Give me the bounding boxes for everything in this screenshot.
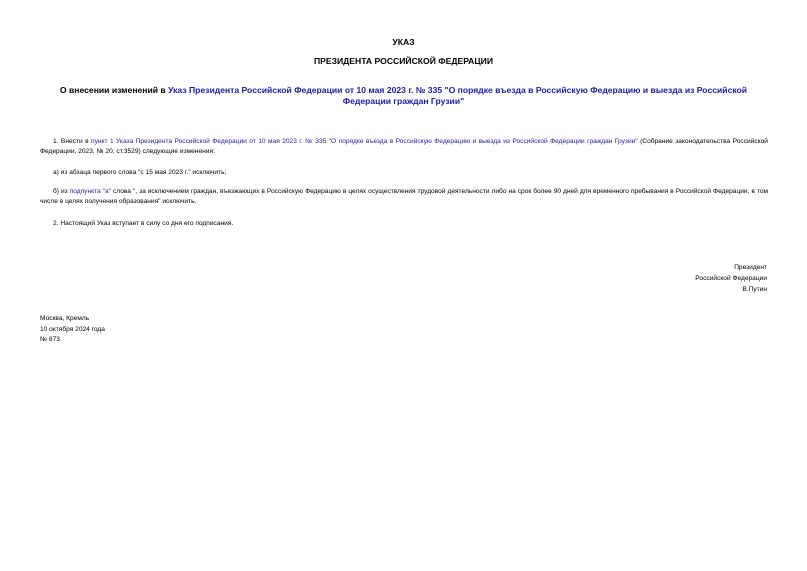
document-title: УКАЗ <box>392 37 415 47</box>
signing-date: 10 октября 2024 года <box>40 325 105 333</box>
item-b-link[interactable]: подпункта "а" <box>69 188 111 195</box>
paragraph-2-text: 2. Настоящий Указ вступает в силу со дня его подписания. <box>53 220 234 227</box>
item-b-prefix: б) из <box>53 188 70 195</box>
signature-name: В.Путин <box>742 286 767 293</box>
decree-number: № 873 <box>40 336 60 343</box>
place-date-block <box>40 314 105 346</box>
document-subtitle: ПРЕЗИДЕНТА РОССИЙСКОЙ ФЕДЕРАЦИИ <box>313 56 494 66</box>
item-a-text: а) из абзаца первого слова "с 15 мая 2023 г." исключить; <box>53 169 227 176</box>
paragraph-1-link[interactable]: пункт 1 Указа Президента Российской Федерации от 10 мая 2023 г. № 335 "О порядке въезда в Российскую Федерацию и выезда из Российской Федерации граждан Грузии" <box>91 138 638 145</box>
item-b-suffix: слова ", за исключением граждан, въезжающих в Российскую Федерацию в целях осуществления трудовой деятельности либо на срок более 90 дней для временного пребывания в Российской Федерации, в том числе в целях получения образования" исключить. <box>40 188 769 205</box>
intro-prefix: О внесении изменений в <box>59 85 169 95</box>
item-a <box>40 168 768 178</box>
signing-place: Москва, Кремль <box>40 315 90 322</box>
paragraph-1-prefix: 1. Внести в <box>53 138 92 145</box>
paragraph-2 <box>40 219 768 229</box>
signature-country: Российской Федерации <box>695 275 767 282</box>
paragraph-1-suffix: (Собрание законодательства Российской Федерации, 2023, № 20, ст.3529) следующие изменения: <box>40 138 768 155</box>
signature-title: Президент <box>734 264 767 271</box>
intro-decree-link[interactable]: Указ Президента Российской Федерации от 10 мая 2023 г. № 335 "О порядке въезда в Российскую Федерацию и выезда из Российской Федерации граждан Грузии" <box>168 85 748 106</box>
paragraph-1 <box>40 137 768 157</box>
document-intro <box>40 85 767 107</box>
signature-block <box>695 262 767 295</box>
item-b <box>40 187 768 207</box>
